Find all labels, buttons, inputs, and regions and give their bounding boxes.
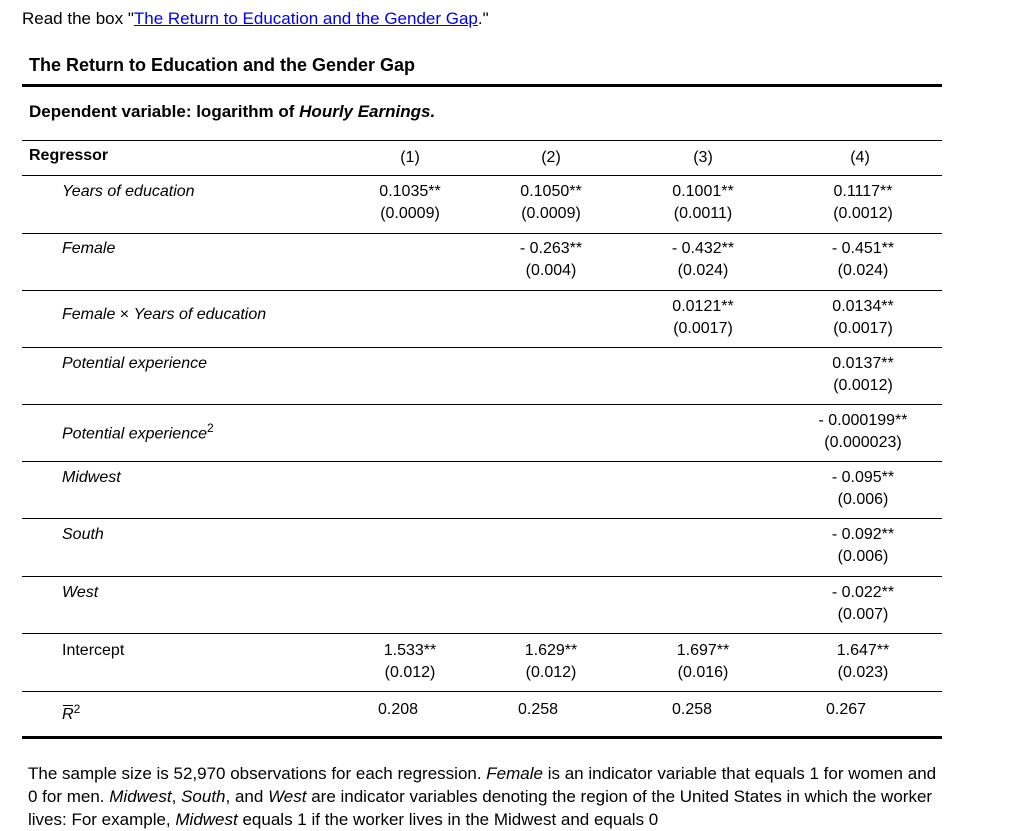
table-cell bbox=[793, 181, 933, 225]
column-header-2: (2) bbox=[541, 149, 561, 166]
standard-error: (0.007) bbox=[837, 606, 889, 623]
standard-error: (0.0012) bbox=[833, 205, 893, 222]
label-part: Years of education bbox=[133, 306, 267, 323]
table-cell bbox=[793, 524, 933, 568]
row-rule bbox=[22, 518, 942, 519]
row-rule bbox=[22, 691, 942, 692]
standard-error: (0.0011) bbox=[673, 205, 733, 222]
coefficient: - 0.263** bbox=[519, 240, 583, 257]
column-header-3: (3) bbox=[693, 149, 713, 166]
coefficient: 1.647** bbox=[836, 642, 890, 659]
row-label bbox=[62, 582, 98, 604]
row-label bbox=[62, 353, 207, 375]
note-italic: West bbox=[268, 787, 307, 806]
column-header-4: (4) bbox=[850, 149, 870, 166]
coefficient: 0.0121** bbox=[672, 298, 734, 315]
coefficient: - 0.000199** bbox=[818, 412, 908, 429]
label-text: West bbox=[62, 584, 99, 601]
box-title: The Return to Education and the Gender Gap bbox=[29, 55, 416, 75]
r-bar: R bbox=[62, 704, 74, 726]
standard-error: (0.012) bbox=[384, 664, 436, 681]
table-cell bbox=[481, 238, 621, 282]
box-link[interactable]: The Return to Education and the Gender Gap bbox=[133, 9, 478, 28]
coefficient: 1.629** bbox=[524, 642, 578, 659]
label-text: Years of education bbox=[62, 183, 195, 200]
r2-value-4: 0.267 bbox=[825, 701, 867, 718]
standard-error: (0.012) bbox=[525, 664, 577, 681]
label-text: Midwest bbox=[62, 469, 121, 486]
coefficient: - 0.451** bbox=[831, 240, 895, 257]
coefficient: 0.1117** bbox=[833, 183, 893, 200]
standard-error: (0.024) bbox=[677, 262, 729, 279]
intro-suffix: ." bbox=[477, 9, 489, 28]
note-italic: Midwest bbox=[175, 810, 238, 829]
row-label bbox=[62, 238, 115, 260]
coefficient: 0.1050** bbox=[520, 183, 582, 200]
standard-error: (0.004) bbox=[525, 262, 577, 279]
intro-text bbox=[22, 9, 489, 29]
label-text: Intercept bbox=[62, 642, 125, 659]
regressor-header: Regressor bbox=[29, 147, 109, 164]
coefficient: - 0.432** bbox=[671, 240, 735, 257]
table-note bbox=[28, 762, 948, 831]
table-cell bbox=[340, 181, 480, 225]
dependent-prefix: Dependent variable: logarithm of bbox=[29, 102, 300, 121]
label-text: South bbox=[62, 526, 104, 543]
coefficient: 0.0134** bbox=[832, 298, 894, 315]
standard-error: (0.024) bbox=[837, 262, 889, 279]
table-cell bbox=[633, 181, 773, 225]
label-text: Potential experience bbox=[62, 425, 207, 443]
table-cell bbox=[633, 296, 773, 340]
note-italic: Midwest bbox=[109, 787, 172, 806]
standard-error: (0.0017) bbox=[673, 320, 733, 337]
standard-error: (0.0009) bbox=[521, 205, 581, 222]
r2-value-3: 0.258 bbox=[671, 701, 713, 718]
title-rule bbox=[22, 84, 942, 87]
table-cell bbox=[481, 640, 621, 684]
label-text: Potential experience bbox=[62, 355, 207, 372]
table-cell bbox=[793, 410, 933, 454]
table-cell bbox=[793, 238, 933, 282]
row-rule bbox=[22, 233, 942, 234]
standard-error: (0.0017) bbox=[833, 320, 893, 337]
note-italic: Female bbox=[486, 764, 543, 783]
table-cell bbox=[793, 296, 933, 340]
row-label bbox=[62, 181, 195, 203]
table-cell bbox=[793, 467, 933, 511]
label-part: Female bbox=[62, 306, 116, 323]
table-top-rule bbox=[22, 140, 942, 141]
note-text: , and bbox=[225, 787, 269, 806]
standard-error: (0.023) bbox=[837, 664, 889, 681]
note-text: are indicator variables denoting the region of the United States in which the worker lives: For example, bbox=[28, 787, 933, 829]
note-text: equals 1 if the worker lives in the Midwest and equals 0 bbox=[237, 810, 659, 829]
row-label bbox=[62, 417, 214, 445]
row-label bbox=[62, 524, 104, 546]
coefficient: 1.697** bbox=[676, 642, 730, 659]
table-cell bbox=[793, 582, 933, 626]
note-text: , bbox=[171, 787, 182, 806]
row-rule bbox=[22, 576, 942, 577]
table-bottom-rule bbox=[22, 736, 942, 739]
r2-value-2: 0.258 bbox=[517, 701, 559, 718]
coefficient: - 0.022** bbox=[831, 584, 895, 601]
coefficient: - 0.092** bbox=[831, 526, 895, 543]
standard-error: (0.016) bbox=[677, 664, 729, 681]
coefficient: 0.1035** bbox=[379, 183, 441, 200]
label-sup: 2 bbox=[206, 421, 214, 435]
standard-error: (0.006) bbox=[837, 491, 889, 508]
times-sign: × bbox=[115, 306, 134, 323]
intro-prefix: Read the box " bbox=[22, 9, 134, 28]
table-cell bbox=[481, 181, 621, 225]
table-cell bbox=[793, 353, 933, 397]
dependent-italic: Hourly Earnings. bbox=[299, 102, 436, 121]
r2-sup: 2 bbox=[73, 702, 81, 716]
table-cell bbox=[633, 640, 773, 684]
coefficient: - 0.095** bbox=[831, 469, 895, 486]
coefficient: 0.1001** bbox=[672, 183, 734, 200]
standard-error: (0.000023) bbox=[824, 434, 902, 451]
header-rule bbox=[22, 175, 942, 176]
note-italic: South bbox=[181, 787, 226, 806]
row-rule bbox=[22, 461, 942, 462]
row-rule bbox=[22, 290, 942, 291]
coefficient: 1.533** bbox=[383, 642, 437, 659]
note-text: is an indicator variable that equals 1 for women and 0 for men. bbox=[28, 764, 937, 806]
table-cell bbox=[340, 640, 480, 684]
standard-error: (0.006) bbox=[837, 548, 889, 565]
row-label bbox=[62, 304, 266, 326]
note-text: The sample size is 52,970 observations for each regression. bbox=[28, 764, 487, 783]
table-cell bbox=[633, 238, 773, 282]
row-rule bbox=[22, 633, 942, 634]
row-label bbox=[62, 640, 124, 662]
table-cell bbox=[793, 640, 933, 684]
standard-error: (0.0009) bbox=[380, 205, 440, 222]
coefficient: 0.0137** bbox=[832, 355, 894, 372]
column-header-1: (1) bbox=[400, 149, 420, 166]
label-text: Female bbox=[62, 240, 116, 257]
r2-value-1: 0.208 bbox=[377, 701, 419, 718]
row-label bbox=[62, 467, 121, 489]
r2-label bbox=[62, 698, 80, 726]
dependent-variable bbox=[29, 102, 435, 122]
row-rule bbox=[22, 404, 942, 405]
standard-error: (0.0012) bbox=[833, 377, 893, 394]
row-rule bbox=[22, 347, 942, 348]
